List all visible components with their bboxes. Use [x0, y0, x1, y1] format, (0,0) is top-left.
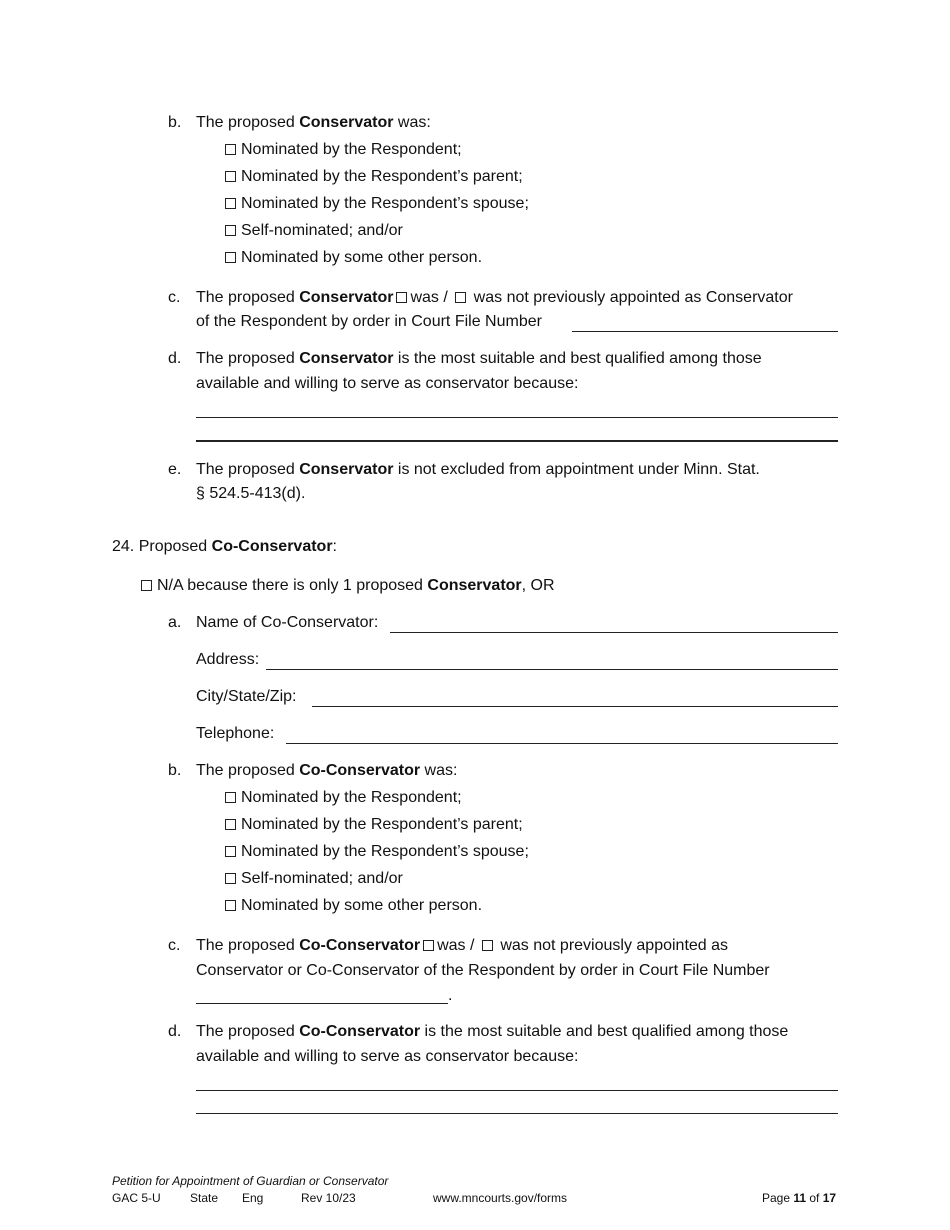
address-label: Address: — [196, 651, 260, 668]
s24-court-file-number-field[interactable] — [196, 1003, 448, 1004]
checkbox-icon[interactable] — [225, 198, 236, 209]
footer-url[interactable]: www.mncourts.gov/forms — [433, 1191, 568, 1205]
checkbox-icon[interactable] — [225, 873, 236, 884]
footer-form-title: Petition for Appointment of Guardian or Conservator — [112, 1174, 389, 1188]
checkbox-icon[interactable] — [225, 846, 236, 857]
s23-b-letter: b. — [168, 114, 182, 131]
s24-b-question: The proposed Co-Conservator was: — [196, 762, 458, 779]
s24-b-option-3[interactable]: Nominated by the Respondent’s spouse; — [225, 842, 529, 862]
checkbox-icon[interactable] — [225, 900, 236, 911]
s23-e-line2: § 524.5-413(d). — [196, 485, 306, 502]
s23-c-letter: c. — [168, 289, 181, 306]
s24-b-letter: b. — [168, 762, 182, 779]
s23-e-letter: e. — [168, 461, 182, 478]
s24-c-line1: The proposed Co-Conservator was / was not previously appointed as — [196, 937, 729, 954]
s23-b-option-1[interactable]: Nominated by the Respondent; — [225, 140, 462, 160]
s23-court-file-number-field[interactable] — [572, 331, 838, 332]
s24-d-line1: The proposed Co-Conservator is the most suitable and best qualified among those — [196, 1023, 789, 1040]
s23-b-option-2[interactable]: Nominated by the Respondent’s parent; — [225, 167, 523, 187]
s23-d-line1: The proposed Conservator is the most suitable and best qualified among those — [196, 350, 762, 367]
s24-na-option[interactable]: N/A because there is only 1 proposed Conservator, OR — [141, 576, 555, 596]
was-checkbox-icon[interactable] — [396, 292, 407, 303]
s23-e-line1: The proposed Conservator is not excluded from appointment under Minn. Stat. — [196, 461, 760, 478]
s23-b-option-3[interactable]: Nominated by the Respondent’s spouse; — [225, 194, 529, 214]
s23-b-option-5[interactable]: Nominated by some other person. — [225, 248, 482, 268]
s23-reason-field-2[interactable] — [196, 440, 838, 442]
checkbox-icon[interactable] — [225, 144, 236, 155]
s23-d-letter: d. — [168, 350, 182, 367]
checkbox-icon[interactable] — [225, 252, 236, 263]
checkbox-icon[interactable] — [225, 171, 236, 182]
s23-c-line1: The proposed Conservator was / was not previously appointed as Conservator — [196, 289, 793, 306]
footer-language: Eng — [242, 1191, 264, 1205]
s23-b-option-4[interactable]: Self-nominated; and/or — [225, 221, 403, 241]
footer-state: State — [190, 1191, 219, 1205]
s24-c-line2: Conservator or Co-Conservator of the Respondent by order in Court File Number — [196, 962, 770, 979]
checkbox-icon[interactable] — [225, 225, 236, 236]
co-conservator-name-field[interactable] — [390, 632, 838, 633]
s24-reason-field-2[interactable] — [196, 1113, 838, 1114]
city-state-zip-field[interactable] — [312, 706, 838, 707]
s23-c-line2: of the Respondent by order in Court File Number — [196, 313, 542, 330]
co-conservator-name-label: Name of Co-Conservator: — [196, 614, 379, 631]
s24-d-letter: d. — [168, 1023, 182, 1040]
checkbox-icon[interactable] — [225, 819, 236, 830]
s23-b-question: The proposed Conservator was: — [196, 114, 431, 131]
s24-reason-field-1[interactable] — [196, 1090, 838, 1091]
was-not-checkbox-icon[interactable] — [455, 292, 466, 303]
s24-a-letter: a. — [168, 614, 182, 631]
checkbox-icon[interactable] — [141, 580, 152, 591]
s23-d-line2: available and willing to serve as conservator because: — [196, 375, 579, 392]
s24-b-option-2[interactable]: Nominated by the Respondent’s parent; — [225, 815, 523, 835]
address-field[interactable] — [266, 669, 838, 670]
footer-revision: Rev 10/23 — [301, 1191, 356, 1205]
telephone-label: Telephone: — [196, 725, 275, 742]
footer-page-number: Page 11 of 17 — [762, 1191, 837, 1205]
s24-b-option-5[interactable]: Nominated by some other person. — [225, 896, 482, 916]
s24-heading: 24. Proposed Co-Conservator: — [112, 538, 337, 555]
telephone-field[interactable] — [286, 743, 838, 744]
footer-form-code: GAC 5-U — [112, 1191, 161, 1205]
s24-c-period: . — [448, 987, 453, 1004]
checkbox-icon[interactable] — [225, 792, 236, 803]
was-not-checkbox-icon[interactable] — [482, 940, 493, 951]
s23-reason-field-1[interactable] — [196, 417, 838, 418]
s24-d-line2: available and willing to serve as conservator because: — [196, 1048, 579, 1065]
s24-b-option-1[interactable]: Nominated by the Respondent; — [225, 788, 462, 808]
s24-b-option-4[interactable]: Self-nominated; and/or — [225, 869, 403, 889]
s24-c-letter: c. — [168, 937, 181, 954]
was-checkbox-icon[interactable] — [423, 940, 434, 951]
city-state-zip-label: City/State/Zip: — [196, 688, 297, 705]
